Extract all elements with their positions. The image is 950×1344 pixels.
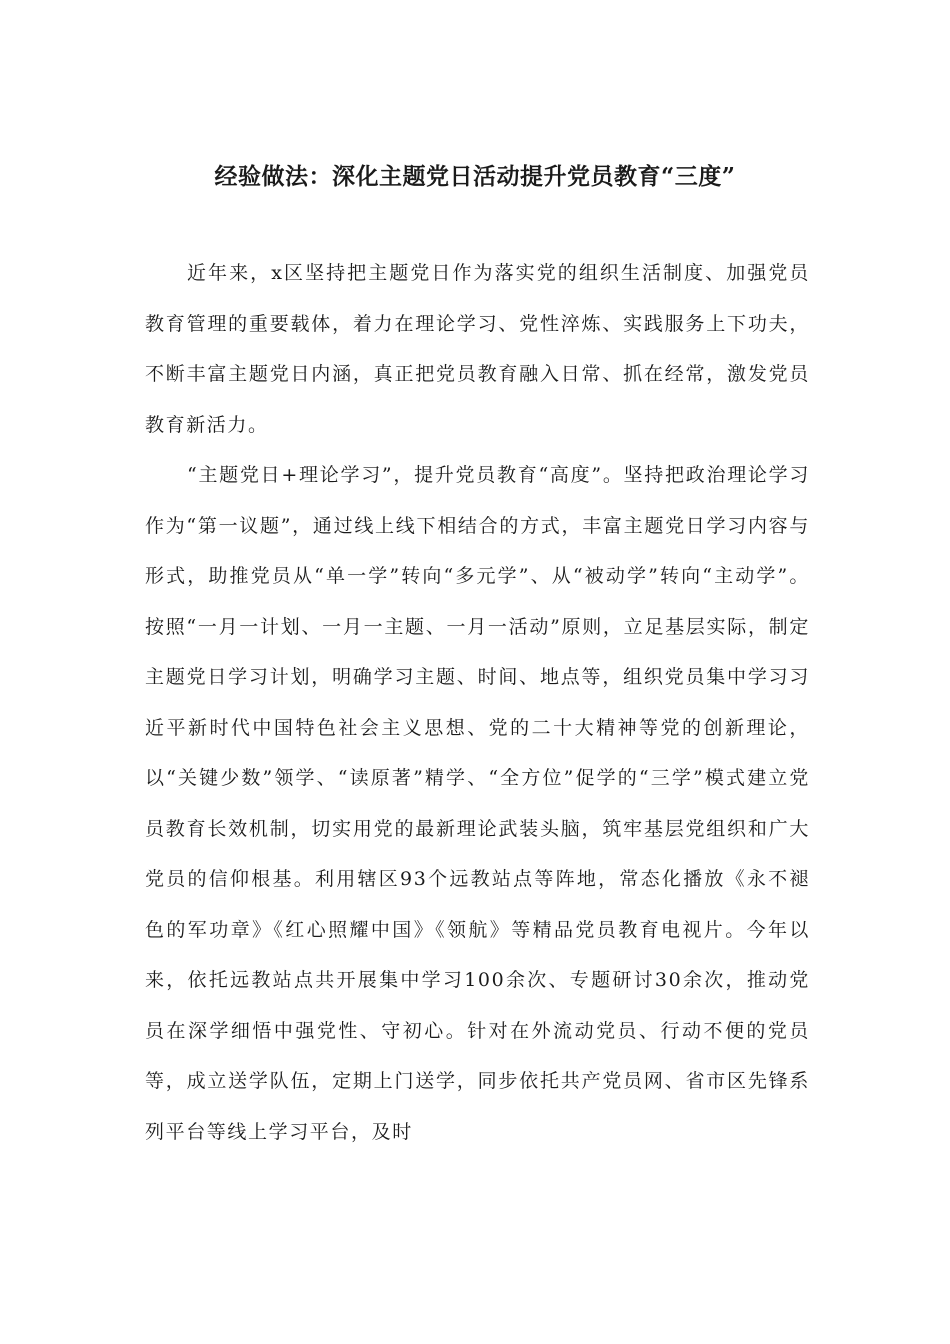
paragraph-theory-study: “主题党日+理论学习”，提升党员教育“高度”。坚持把政治理论学习作为“第一议题”，通过线上线下相结合的方式，丰富主题党日学习内容与形式，助推党员从“单一学”转向“多元学”、从“被动学”转向“主动学”。按照“一月一计划、一月一主题、一月一活动”原则，立足基层实际，制定主题党日学习计划，明确学习主题、时间、地点等，组织党员集中学习习近平新时代中国特色社会主义思想、党的二十大精神等党的创新理论，以“关键少数”领学、“读原著”精学、“全方位”促学的“三学”模式建立党员教育长效机制，切实用党的最新理论武装头脑，筑牢基层党组织和广大党员的信仰根基。利用辖区93个远教站点等阵地，常态化播放《永不褪色的军功章》《红心照耀中国》《领航》等精品党员教育电视片。今年以来，依托远教站点共开展集中学习100余次、专题研讨30余次，推动党员在深学细悟中强党性、守初心。针对在外流动党员、行动不便的党员等，成立送学队伍，定期上门送学，同步依托共产党员网、省市区先锋系列平台等线上学习平台，及时 [145,464,810,1143]
document-body [145,248,810,1157]
paragraph-intro: 近年来，x区坚持把主题党日作为落实党的组织生活制度、加强党员教育管理的重要载体，着力在理论学习、党性淬炼、实践服务上下功夫，不断丰富主题党日内涵，真正把党员教育融入日常、抓在经常，激发党员教育新活力。 [145,262,810,436]
document-title: 经验做法：深化主题党日活动提升党员教育“三度” [214,163,736,190]
